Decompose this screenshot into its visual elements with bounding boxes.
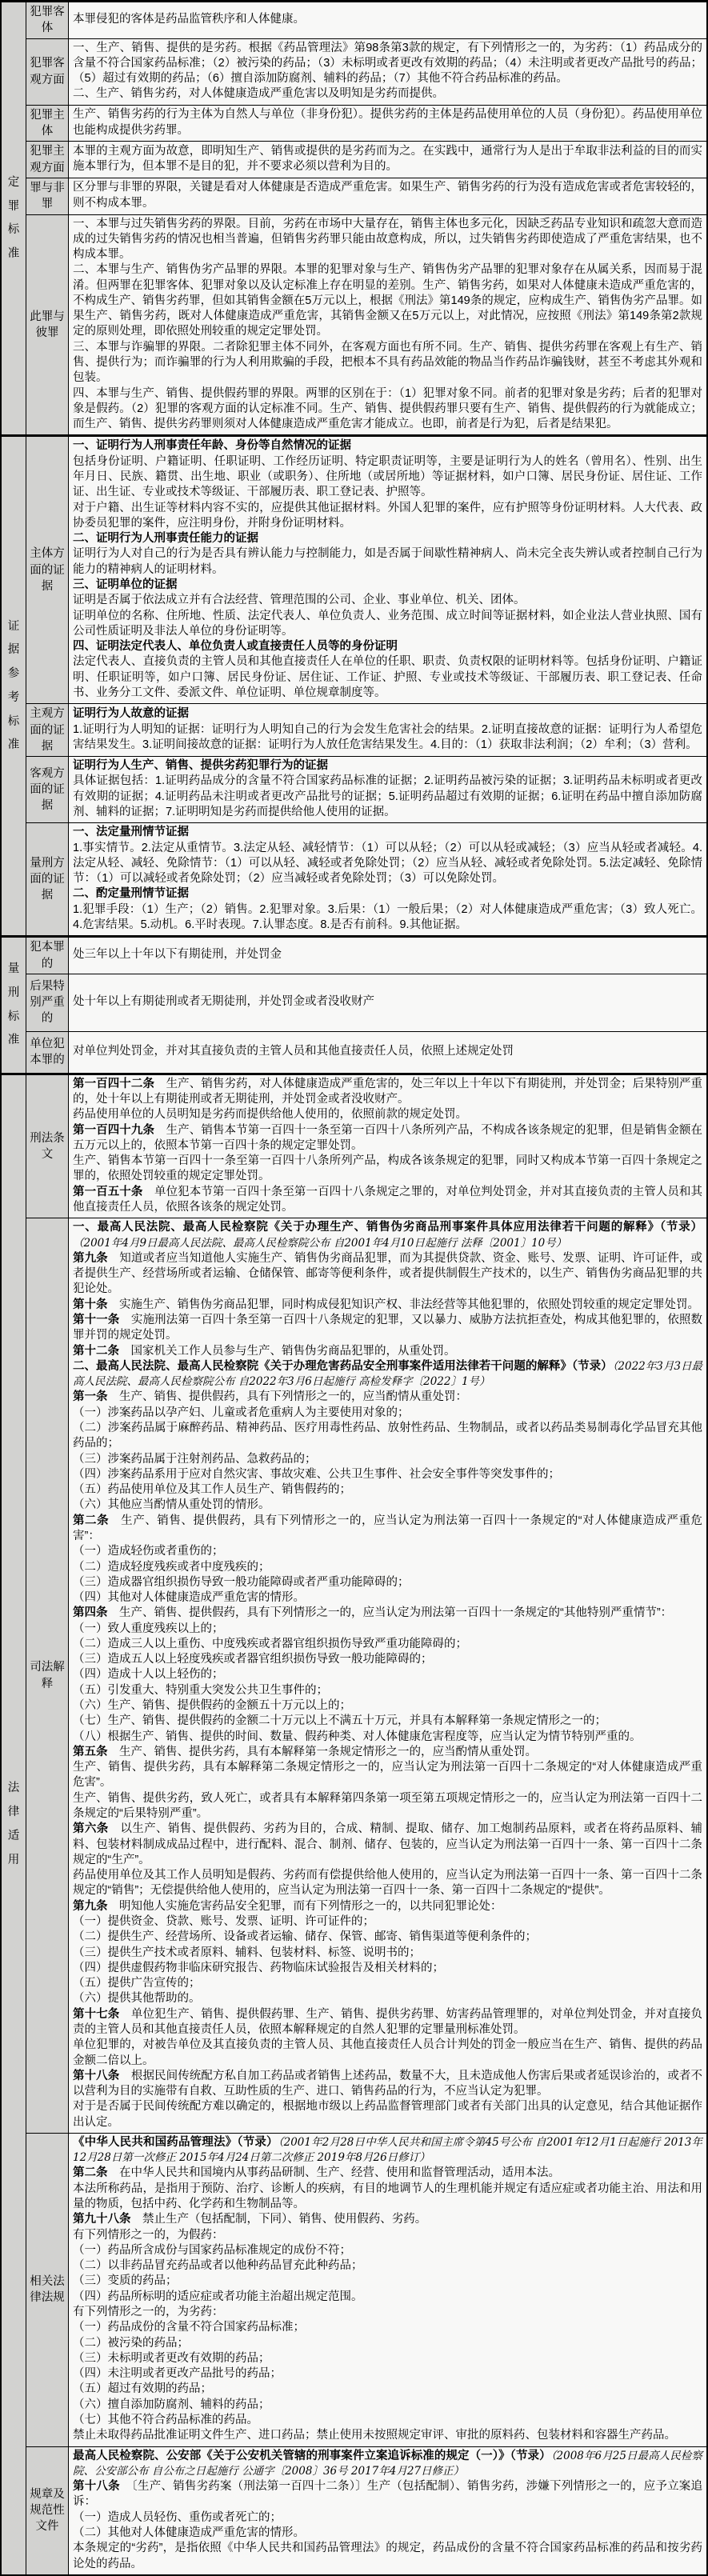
table-row [1,823,707,937]
body-text: 生产、销售、提供劣药，致人死亡，或者具有本解释第四条第一项至第五项规定情形之一的，应当认定为刑法第一百四十二条规定的“后果特别严重”。 [73,1791,702,1821]
paragraph [73,1683,702,1698]
paragraph [73,1359,702,1390]
row-label-unit-offense-penalty: 单位犯本罪的 [26,1031,69,1074]
bold-text: 二、酌定量刑情节证据 [73,887,189,901]
body-text: （四）提供虚假药物非临床研究报告、药物临床试验报告及相关材料的； [73,1961,444,1974]
body-text: 单位犯本节第一百四十条至第一百四十八条规定之罪的，对单位判处罚金，并对其直接负责的主管人员和其他直接责任人员，依照各该条的规定处罚。 [73,1185,702,1214]
body-text: （七）生产、销售、提供假药的金额二十万元以上不满五十万元，并具有本解释第一条规定情形之一的； [73,1714,606,1728]
paragraph [73,1154,702,1185]
body-text: 有下列情形之一的，为假药： [73,2228,224,2242]
body-text: 法定代表人、直接负责的主管人员和其他直接责任人在单位的任职、职责、负责权限的证明材料等。包括身份证明、户籍证明、任职证明等，如户口簿、居民身份证、居住证、工作证、护照、专业或技术等级证、干部履历表、职工登记表、任命书、业务分工文件、委派文件、单位证明、单位规章制度等。 [73,655,702,699]
body-text: 生产、销售、提供劣药，具有本解释第二条规定情形之一的，应当认定为刑法第一百四十二条规定的“对人体健康造成严重危害”。 [73,1761,702,1790]
paragraph [73,2258,702,2274]
body-text: （五）药品使用单位及其工作人员生产、销售假药的； [73,1483,351,1497]
body-text: （一）药品所含成份与国家药品标准规定的成份不符； [73,2243,351,2257]
citation-text: （2022年3月3日最高人民法院、最高人民检察院公布 自2022年3月6日起施行 高检发释字〔2022〕1号） [73,1359,702,1389]
body-text: （二）以非药品冒充药品或者以他种药品冒充此种药品； [73,2259,363,2273]
bold-text: 证明行为人生产、销售、提供劣药犯罪行为的证据 [73,759,328,773]
body-text: 证明单位的名称、住所地、性质、法定代表人、单位负责人、业务范围、成立时间等证据材料，如企业法人营业执照、国有公司性质证明及非法人单位的身份证明等。 [73,609,702,638]
paragraph [73,1791,702,1822]
bold-text: 二、证明行为人刑事责任能力的证据 [73,532,258,546]
body-text: 1.证明行为人明知的证据：证明行为人明知自己的行为会发生危害社会的结果。2.证明直接故意的证据：证明行为人希望危害结果发生。3.证明间接故意的证据：证明行为人放任危害结果发生。4.目的：（1）获取非法利润；（2）牟利；（3）营利。 [73,722,702,751]
paragraph [73,546,702,578]
row-label-crime-vs-noncrime: 罪与非罪 [26,178,69,214]
body-text: （三）造成器官组织损伤导致一般功能障碍或者严重功能障碍的； [73,1575,410,1589]
paragraph [73,144,702,175]
table-row [1,1031,707,1074]
bold-text: 证明行为人故意的证据 [73,707,189,721]
body-text: 区分罪与非罪的界限，关键是看对人体健康是否造成严重危害。如果生产、销售劣药的行为没有造成危害或者危害较轻的，则不构成本罪。 [73,181,702,210]
table-row [1,974,707,1031]
paragraph [73,2541,702,2572]
paragraph [73,2449,702,2480]
bold-text: 四、证明法定代表人、单位负责人或直接责任人员等的身份证明 [73,640,398,654]
table-row [1,178,707,214]
body-text: 单位犯生产、销售、提供假药罪、生产、销售、提供劣药罪、妨害药品管理罪的，对单位判处罚金，并对直接负责的主管人员和其他直接责任人员，依照本解释规定的自然人犯罪的定罪量刑标准处罚。 [73,2007,703,2036]
bold-text: 第一条 [73,1390,108,1404]
row-content-unit-offense-penalty [69,1031,708,1074]
body-text: 本法所称药品，是指用于预防、治疗、诊断人的疾病，有目的地调节人的生理机能并规定有适应症或者功能主治、用法和用量的物质，包括中药、化学药和生物制品等。 [73,2182,702,2211]
paragraph [73,2382,702,2397]
paragraph [73,340,702,386]
paragraph [73,1077,702,1108]
paragraph [73,947,702,962]
body-text: （五）提供广告宣传的； [73,1977,201,1990]
body-text: 1.事实情节。2.法定从重情节。3.法定从轻、减轻情节：（1）可以从轻；（2）可以从轻或减轻；（3）应当从轻或者减轻。4.法定从轻、减轻、免除情节：（1）可以从轻、减轻或者免除处罚；（2）应当从轻、减轻或者免除处罚。5.法定减轻、免除情节：（1）可以减轻或者免除处罚；（2）应当减轻或者免除处罚；（3）可以免除处罚。 [73,841,702,886]
bold-text: 三、证明单位的证据 [73,578,178,591]
paragraph [73,1760,702,1791]
paragraph [73,41,702,87]
paragraph [73,2099,702,2130]
paragraph [73,454,702,501]
paragraph [73,1652,702,1667]
bold-text: 《中华人民共和国药品管理法》（节录） [73,2135,278,2149]
bold-text: 第九条 [73,1251,108,1265]
bold-text: 二、最高人民法院、最高人民检察院《关于办理危害药品安全刑事案件适用法律若干问题的解释》（节录） [73,1359,613,1373]
paragraph [73,1185,702,1216]
row-label-crime-subject: 犯罪主体 [26,105,69,142]
body-text: （四）造成十人以上轻伤的； [73,1668,224,1682]
paragraph [73,1991,702,2006]
paragraph [73,1123,702,1154]
row-label-objective-evidence: 客观方面的证据 [26,757,69,823]
body-text: 生产、销售、提供假药，具有下列情形之一的，应当认定为刑法第一百四十一条规定的“其他特别严重情节”： [107,1606,673,1620]
paragraph [73,1961,702,1976]
paragraph [73,2351,702,2366]
paragraph [73,706,702,722]
row-content-especially-serious-consequence-penalty [69,974,708,1031]
legal-table-body [1,2,707,2575]
body-text: （一）提供资金、贷款、账号、发票、证明、许可证件的； [73,1914,374,1928]
table-row [1,2446,707,2575]
paragraph [73,180,702,211]
paragraph [73,2428,702,2443]
paragraph [73,1976,702,1991]
citation-text: （2001年4月9日最高人民法院、最高人民检察院公布 自2001年4月10日起施行 法释〔2001〕10号） [73,1236,567,1250]
body-text: 对单位判处罚金，并对其直接负责的主管人员和其他直接责任人员，依照上述规定处罚 [73,1045,514,1058]
table-row [1,1074,707,1218]
paragraph [73,1044,702,1059]
body-text: 知道或者应当知道他人实施生产、销售伪劣商品犯罪，而为其提供贷款、资金、账号、发票、证明、许可证件，或者提供生产、经营场所或者运输、仓储保管、邮寄等便利条件，或者提供制假生产技术的，以生产、销售伪劣商品犯罪的共犯论处。 [73,1251,703,1296]
bold-text: 第十七条 [73,2007,120,2021]
paragraph [73,609,702,640]
paragraph [73,1107,702,1122]
row-content-crime-objective-aspect [69,38,708,105]
body-text: 以生产、销售、提供假药、劣药为目的，合成、精制、提取、储存、加工炮制药品原料，或者在将药品原料、辅料、包装材料制成成品过程中，进行配料、混合、制剂、储存、包装的，应当认定为刑法第一百四十一条、第一百四十二条规定的“生产”。 [73,1822,703,1866]
body-text: 生产、销售本节第一百四十一条至第一百四十八条所列产品，不构成各该条规定的犯罪，但是销售金额在五万元以上的，依照本节第一百四十条的规定定罪处罚。 [73,1123,702,1152]
paragraph [73,262,702,339]
paragraph [73,2166,702,2181]
bold-text: 第一百四十九条 [73,1123,155,1137]
table-row [1,704,707,757]
paragraph [73,593,702,608]
bold-text: 第四条 [73,1606,108,1620]
body-text: （二）造成轻度残疾或者中度残疾的； [73,1560,270,1574]
paragraph [73,386,702,433]
citation-text: （2001年2月28日中华人民共和国主席令第45号公布 自2001年12月1日起施行 2013年12月28日第一次修正 2015年4月24日第二次修正 2019年8月26日修订） [73,2135,702,2165]
body-text: 包括身份证明、户籍证明、任职证明、工作经历证明、特定职责证明等，主要是证明行为人的姓名（曾用名）、性别、出生年月日、民族、籍贯、出生地、职业（或职务）、住所地（或居所地）等证据材料，如户口簿、居民身份证、居住证、工作证、出生证、专业或技术等级证、干部履历表、职工登记表、护照等。 [73,454,702,499]
paragraph [73,1667,702,1682]
paragraph [73,1714,702,1729]
paragraph [73,994,702,1010]
paragraph [73,1452,702,1467]
body-text: 三、本罪与诈骗罪的界限。二者除犯罪主体不同外，在客观方面也有所不同。生产、销售、提供劣药罪在客观上有生产、销售、提供行为；而诈骗罪的行为人利用欺骗的手段，把根本不具有药品效能的物品当作药品诈骗钱财，甚至不考虑其外观和包装。 [73,340,702,385]
paragraph [73,1730,702,1745]
row-label-related-laws-regulations: 相关法律法规 [26,2133,69,2446]
body-text: 生产、销售、提供假药，具有下列情形之一的，应当认定为刑法第一百四十一条规定的“对人体健康造成严重危害”： [73,1514,703,1542]
table-row [1,142,707,178]
paragraph [73,1575,702,1590]
row-label-crime-objective-aspect: 犯罪客观方面 [26,38,69,105]
paragraph [73,2413,702,2428]
body-text: （一）涉案药品以孕产妇、儿童或者危重病人为主要使用对象的； [73,1406,410,1419]
body-text: （四）其他对人体健康造成严重危害的情形。 [73,1591,305,1605]
body-text: 二、本罪与生产、销售伪劣产品罪的界限。本罪的犯罪对象与生产、销售伪劣产品罪的犯罪对象存在从属关系，因而易于混淆。但两罪在犯罪客体、犯罪对象以及认定标准上存在明显的差别。生产、销售劣药，如果对人体健康未造成严重危害的，不构成生产、销售劣药罪，但如其销售金额在5万元以上，根据《刑法》第149条的规定，应构成生产、销售伪劣产品罪。如果生产、销售劣药，既对人体健康造成严重危害，其销售金额又在5万元以上，对此情况，应按照《刑法》第149条第2款规定的原则处理，即依照处刑较重的规定定罪处罚。 [73,263,702,338]
body-text: （一）致人重度残疾以上的； [73,1622,224,1635]
paragraph [73,1406,702,1421]
body-text: 生产、销售劣药，对人体健康造成严重危害的，处三年以上十年以下有期徒刑，并处罚金；后果特别严重的，处十年以上有期徒刑或者无期徒刑，并处罚金或者没收财产。 [73,1077,702,1106]
bold-text: 第九条 [73,1899,108,1913]
body-text: （八）根据生产、销售、提供的时间、数量、假药种类、对人体健康危害程度等，应当认定为情节特别严重的。 [73,1730,642,1743]
body-text: 生产、销售本节第一百四十一条至第一百四十八条所列产品，构成各该条规定的犯罪，同时又构成本节第一百四十条规定之罪的，依照处罚较重的规定定罪处罚。 [73,1154,702,1183]
paragraph [73,2135,702,2166]
paragraph [73,2290,702,2305]
paragraph [73,2398,702,2413]
paragraph [73,902,702,934]
paragraph [73,2305,702,2320]
bold-text: 第十条 [73,1298,108,1311]
citation-text: （2008年6月25日最高人民检察院、公安部公布 自公布之日起施行 公通字〔2008〕36号 2017年4月27日修正） [73,2449,703,2478]
section-label-law-application [1,1074,26,2575]
row-label-especially-serious-consequence-penalty: 后果特别严重的 [26,974,69,1031]
paragraph [73,578,702,593]
paragraph [73,758,702,774]
body-text: （三）提供生产技术或者原料、辅料、包装材料、标签、说明书的； [73,1946,421,1959]
bold-text: 第十二条 [73,1344,119,1358]
row-content-crime-subject [69,105,708,142]
paragraph [73,2038,702,2069]
row-label-crime-subjective-aspect: 犯罪主观方面 [26,142,69,178]
bold-text: 第九十八条 [73,2213,131,2226]
body-text: （三）造成五人以上轻度残疾或者器官组织损伤导致一般功能障碍的； [73,1653,433,1666]
body-text: （二）提供生产、经营场所、设备或者运输、储存、保管、邮寄、销售渠道等便利条件的； [73,1930,537,1944]
body-text: （五）引发重大、特别重大突发公共卫生事件的； [73,1683,328,1697]
paragraph [73,1251,702,1298]
section-label-sentencing-standard [1,937,26,1074]
row-content-rules-normative-documents [69,2446,708,2575]
paragraph [73,2336,702,2351]
section-label-evidence-reference-standard [1,436,26,937]
body-text: （一）造成轻伤或者重伤的； [73,1545,224,1558]
paragraph [73,1421,702,1452]
table-row [1,2,707,39]
row-content-crime-subjective-aspect [69,142,708,178]
paragraph [73,1822,702,1868]
table-row [1,214,707,436]
row-content-subject-evidence [69,436,708,704]
body-text: （二）其他对人体健康造成严重危害的情形。 [73,2526,305,2539]
body-text: 对于户籍、出生证等材料内容不实的，应提供其他证据材料。外国人犯罪的案件，应有护照等身份证明材料。人大代表、政协委员犯罪的案件，应注明身份，并附身份证明材料。 [73,501,702,530]
body-text: 禁止生产（包括配制，下同）、销售、使用假药、劣药。 [130,2213,427,2226]
paragraph [73,1467,702,1482]
paragraph [73,1946,702,1961]
row-label-judicial-interpretation: 司法解释 [26,1218,69,2134]
row-content-subjective-evidence [69,704,708,757]
bold-text: 第二条 [73,1514,110,1527]
table-row [1,2133,707,2446]
section-label-text: 量刑标准 [7,962,20,1047]
paragraph [73,217,702,263]
paragraph [73,2007,702,2038]
paragraph [73,2182,702,2213]
bold-text: 第一百五十条 [73,1185,143,1198]
paragraph [73,1899,702,1914]
row-content-criminal-law-articles [69,1074,708,1218]
body-text: （六）擅自添加防腐剂、辅料的药品； [73,2398,270,2411]
body-text: （一）造成人员轻伤、重伤或者死亡的； [73,2510,282,2524]
body-text: （二）被污染的药品； [73,2336,189,2350]
body-text: （四）未注明或者更改产品批号的药品； [73,2367,282,2381]
row-label-criminal-law-articles: 刑法条文 [26,1074,69,1218]
body-text: 国家机关工作人员参与生产、销售伪劣商品犯罪的，从重处罚。 [119,1344,456,1358]
body-text: 禁止未取得药品批准证明文件生产、进口药品；禁止使用未按照规定审评、审批的原料药、包装材料和容器生产药品。 [73,2429,676,2442]
body-text: 一、生产、销售、提供的是劣药。根据《药品管理法》第98条第3款的规定，有下列情形之一的，为劣药：（1）药品成分的含量不符合国家药品标准；（2）被污染的药品；（3）未标明或者更改有效期的药品；（4）未注明或者更改产品批号的药品；（5）超过有效期的药品；（6）擅自添加防腐剂、辅料的药品；（7）其他不符合药品标准的药品。 [73,41,702,86]
table-row [1,38,707,105]
body-text: 实施刑法第一百四十条至第一百四十八条规定的犯罪，又以暴力、威胁方法抗拒查处，构成其他犯罪的，依照数罪并罚的规定处罚。 [73,1314,703,1342]
body-text: （二）涉案药品属于麻醉药品、精神药品、医疗用毒性药品、放射性药品、生物制品，或者以药品类易制毒化学品冒充其他药品的； [73,1421,702,1450]
body-text: 生产、销售、提供劣药，具有本解释第一条规定情形之一的，应当酌情从重处罚。 [107,1745,537,1758]
paragraph [73,1930,702,1945]
body-text: 有下列情形之一的，为劣药： [73,2306,224,2319]
body-text: 证明行为人对自己的行为是否具有辨认能力与控制能力，如是否属于间歇性精神病人、尚未完全丧失辨认或者控制自己行为能力的精神病人的证明材料。 [73,547,702,576]
row-label-crime-object: 犯罪客体 [26,2,69,39]
paragraph [73,1482,702,1498]
paragraph [73,1344,702,1359]
paragraph [73,1745,702,1760]
row-content-crime-vs-noncrime [69,178,708,214]
paragraph [73,774,702,820]
body-text: 实施生产、销售伪劣商品犯罪，同时构成侵犯知识产权、非法经营等其他犯罪的，依照处罚较重的规定定罪处罚。 [107,1298,699,1311]
paragraph [73,1914,702,1930]
body-text: 本条规定的“劣药”，是指依照《中华人民共和国药品管理法》的规定，药品成份的含量不符合国家药品标准的药品和按劣药论处的药品。 [73,2542,702,2570]
paragraph [73,1590,702,1606]
body-text: 药品使用单位及其工作人员明知是假药、劣药而有偿提供给他人使用的，应当认定为刑法第一百四十一条、第一百四十二条规定的“销售”；无偿提供给他人使用的，应当认定为刑法第一百四十一条、第一百四十二条规定的“提供”。 [73,1869,702,1898]
body-text: （五）超过有效期的药品； [73,2382,212,2396]
table-row [1,937,707,974]
table-row [1,436,707,704]
body-text: 1.犯罪手段：（1）生产；（2）销售。2.犯罪对象。3.后果：（1）一般后果；（2）对人体健康造成严重危害；（3）致人死亡。4.危害结果。5.动机。6.平时表现。7.认罪态度。8.是否有前科。9.其他证据。 [73,902,702,931]
paragraph [73,1560,702,1575]
bold-text: 第二条 [73,2166,108,2180]
paragraph [73,12,702,27]
paragraph [73,1698,702,1714]
row-content-objective-evidence [69,757,708,823]
body-text: （四）涉案药品系用于应对自然灾害、事故灾难、公共卫生事件、社会安全事件等突发事件的； [73,1467,560,1481]
body-text: 药品使用单位的人员明知是劣药而提供给他人使用的，依照前款的规定处罚。 [73,1108,467,1122]
body-text: 单位犯罪的，对被告单位及其直接负责的主管人员、其他直接责任人员合计判处的罚金一般应当在生产、销售、提供的药品金额二倍以上。 [73,2038,702,2067]
body-text: 明知他人实施危害药品安全犯罪，而有下列情形之一的，以共同犯罪论处： [107,1899,502,1913]
body-text: （三）未标明或者更改有效期的药品； [73,2351,270,2365]
paragraph [73,2212,702,2227]
paragraph [73,86,702,102]
body-text: 具体证据包括：1.证明药品成分的含量不符合国家药品标准的证据；2.证明药品被污染的证据；3.证明药品未标明或者更改有效期的证据；4.证明药品未注明或者更改产品批号的证据；5.证明药品超过有效期的证据；6.证明在药品中擅自添加防腐剂、辅料的证据；7.证明明知是劣药而提供给他人使用的证据。 [73,774,702,818]
section-label-conviction-standard [1,2,26,436]
paragraph [73,2526,702,2541]
bold-text: 第六条 [73,1822,109,1836]
body-text: （一）药品成份的含量不符合国家药品标准； [73,2321,305,2334]
paragraph [73,1544,702,1559]
paragraph [73,1606,702,1621]
bold-text: 第十八条 [73,2069,120,2082]
paragraph [73,438,702,454]
body-text: （六）其他应当酌情从重处罚的情形。 [73,1498,270,1512]
body-text: 处三年以上十年以下有期徒刑，并处罚金 [73,948,282,962]
body-text: （七）其他不符合药品标准的药品。 [73,2413,258,2426]
body-text: 二、生产、销售劣药，对人体健康造成严重危害以及明知是劣药而提供。 [73,87,444,101]
row-content-sentencing-evidence [69,823,708,937]
paragraph [73,1298,702,1313]
paragraph [73,825,702,840]
body-text: （六）生产、销售、提供假药的金额五十万元以上的； [73,1699,351,1713]
section-label-text: 法律适用 [7,1782,20,1866]
row-content-crime-object [69,2,708,39]
bold-text: 第十八条 [73,2480,120,2494]
paragraph [73,107,702,138]
table-row [1,105,707,142]
bold-text: 第一百四十二条 [73,1077,155,1090]
body-text: 证明是否属于依法成立并有合法经营、管理范围的公司、企业、事业单位、机关、团体。 [73,594,526,607]
body-text: （二）造成三人以上重伤、中度残疾或者器官组织损伤导致严重功能障碍的； [73,1637,467,1650]
body-text: 〔生产、销售劣药案（刑法第一百四十二条）〕生产（包括配制）、销售劣药，涉嫌下列情形之一的，应予立案追诉： [73,2480,703,2509]
paragraph [73,2479,702,2510]
body-text: （三）涉案药品属于注射剂药品、急救药品的； [73,1452,317,1466]
paragraph [73,722,702,754]
paragraph [73,1637,702,1652]
body-text: （三）变质的药品； [73,2274,178,2288]
body-text: 本罪侵犯的客体是药品监管秩序和人体健康。 [73,13,305,26]
paragraph [73,501,702,532]
section-label-text: 证据参考标准 [7,619,20,752]
paragraph [73,2510,702,2526]
paragraph [73,841,702,887]
body-text: 生产、销售、提供假药，具有下列情形之一的，应当酌情从重处罚： [107,1390,467,1404]
row-label-subject-evidence: 主体方面的证据 [26,436,69,704]
row-content-judicial-interpretation [69,1218,708,2134]
paragraph [73,2069,702,2100]
body-text: 四、本罪与生产、销售、提供假药罪的界限。两罪的区别在于：（1）犯罪对象不同。前者的犯罪对象是劣药；后者的犯罪对象是假药。（2）犯罪的客观方面的认定标准不同。生产、销售、提供假药罪只要有生产、销售、提供假药的行为就能成立；而生产、销售、提供劣药罪则须对人体健康造成严重危害才能成立。也即，前者是行为犯，后者是结果犯。 [73,386,702,431]
paragraph [73,1514,702,1545]
paragraph [73,2366,702,2382]
paragraph [73,2274,702,2289]
paragraph [73,1220,702,1251]
section-label-text: 定罪标准 [7,175,20,260]
body-text: 对于是否属于民间传统配方难以确定的，根据地市级以上药品监督管理部门或者有关部门出具的认定意见，结合其他证据作出认定。 [73,2100,702,2129]
bold-text: 一、最高人民法院、最高人民检察院《关于办理生产、销售伪劣商品刑事案件具体应用法律若干问题的解释》（节录） [73,1221,702,1234]
paragraph [73,2228,702,2243]
paragraph [73,1390,702,1405]
row-label-this-crime-vs-other-crime: 此罪与彼罪 [26,214,69,436]
bold-text: 一、证明行为人刑事责任年龄、身份等自然情况的证据 [73,439,351,453]
paragraph [73,1498,702,1513]
body-text: 在中华人民共和国境内从事药品研制、生产、经营、使用和监督管理活动，适用本法。 [107,2166,560,2180]
body-text: （六）提供其他帮助的。 [73,1992,201,2006]
paragraph [73,2320,702,2335]
paragraph [73,1313,702,1344]
bold-text: 最高人民检察院、公安部《关于公安机关管辖的刑事案件立案追诉标准的规定（一）》（节录） [73,2449,551,2462]
bold-text: 第十一条 [73,1314,120,1327]
row-label-sentencing-evidence: 量刑方面的证据 [26,823,69,937]
row-label-subjective-evidence: 主观方面的证据 [26,704,69,757]
paragraph [73,1622,702,1637]
row-content-basic-offense-penalty [69,937,708,974]
row-content-related-laws-regulations [69,2133,708,2446]
body-text: 本罪的主观方面为故意，即明知生产、销售或提供的是劣药而为之。在实践中，通常行为人是出于牟取非法利益的目的而实施本罪行为，但本罪不是目的犯，并不要求必须以营利为目的。 [73,144,702,174]
table-row [1,1218,707,2134]
bold-text: 一、法定量刑情节证据 [73,826,189,839]
body-text: 根据民间传统配方私自加工药品或者销售上述药品，数量不大，且未造成他人伤害后果或者延误诊治的，或者不以营利为目的实施带有自救、互助性质的生产、进口、销售药品的行为，不应当认定为犯罪。 [73,2069,703,2098]
paragraph [73,654,702,701]
table-row [1,757,707,823]
paragraph [73,2243,702,2258]
body-text: 处十年以上有期徒刑或者无期徒刑，并处罚金或者没收财产 [73,995,374,1009]
bold-text: 第五条 [73,1745,108,1758]
body-text: 生产、销售劣药的行为主体为自然人与单位（非身份犯）。提供劣药的主体是药品使用单位的人员（身份犯）。药品使用单位也能构成提供劣药罪。 [73,108,702,137]
row-content-this-crime-vs-other-crime [69,214,708,436]
paragraph [73,639,702,654]
row-label-rules-normative-documents: 规章及规范性文件 [26,2446,69,2575]
row-label-basic-offense-penalty: 犯本罪的 [26,937,69,974]
body-text: 一、本罪与过失销售劣药的界限。目前，劣药在市场中大量存在，销售主体也多元化，因缺乏药品专业知识和疏忽大意而造成的过失销售劣药的情况也相当普遍，但销售劣药罪只能由故意构成，所以，过失销售劣药即使造成了严重危害结果，也不构成本罪。 [73,217,702,262]
body-text: （四）药品所标明的适应症或者功能主治超出规定范围。 [73,2290,363,2303]
paragraph [73,886,702,902]
paragraph [73,1868,702,1899]
paragraph [73,531,702,546]
